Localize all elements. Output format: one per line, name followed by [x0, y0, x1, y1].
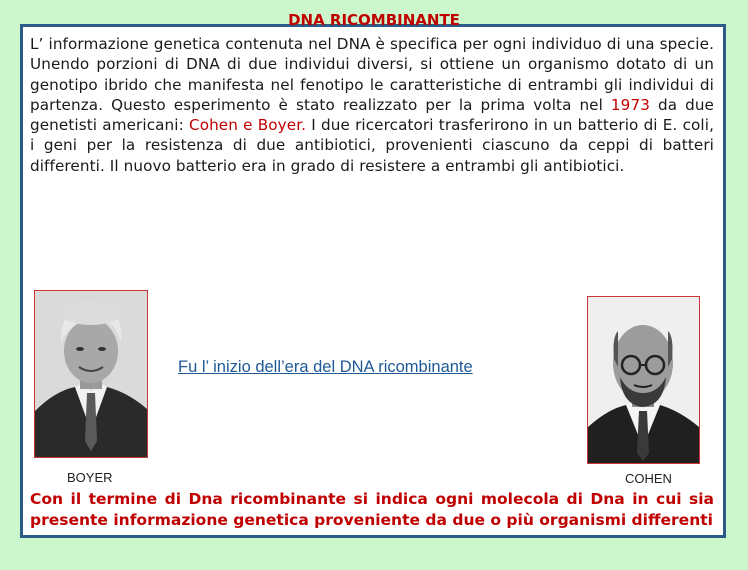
boyer-photo	[34, 290, 148, 458]
definition-text: Con il termine di Dna ricombinante si indica ogni molecola di Dna in cui sia presente informazione genetica proveniente da due o più organismi differenti	[30, 490, 714, 529]
intro-text-1: L’ informazione genetica contenuta nel DNA è specifica per ogni individuo di una specie. Unendo porzioni di DNA di due individui diversi, si ottiene un organismo dotato di un genotipo ibrido che manifesta nel fenotipo le caratteristiche di entrambi gli individui di partenza. Questo esperimento è stato realizzato per la prima volta nel	[30, 35, 714, 114]
cohen-photo	[587, 296, 700, 464]
boyer-caption: BOYER	[67, 470, 113, 485]
year-highlight: 1973	[610, 95, 650, 114]
recombinant-era-link[interactable]: Fu l’ inizio dell’era del DNA ricombinante	[178, 358, 473, 376]
intro-paragraph	[30, 34, 714, 176]
scientists-highlight: Cohen e Boyer.	[188, 116, 307, 135]
page-title: DNA RICOMBINANTE	[288, 11, 460, 29]
intro-text-3: I due ricercatori trasferirono in un batterio di E. coli, i geni per la resistenza di due antibiotici, provenienti ciascuno da ceppi di batteri differenti. Il nuovo batterio era in grado di resistere a entrambi gli antibiotici.	[30, 116, 714, 175]
cohen-caption: COHEN	[625, 471, 672, 486]
intro-text-2: da due genetisti americani:	[30, 95, 714, 135]
